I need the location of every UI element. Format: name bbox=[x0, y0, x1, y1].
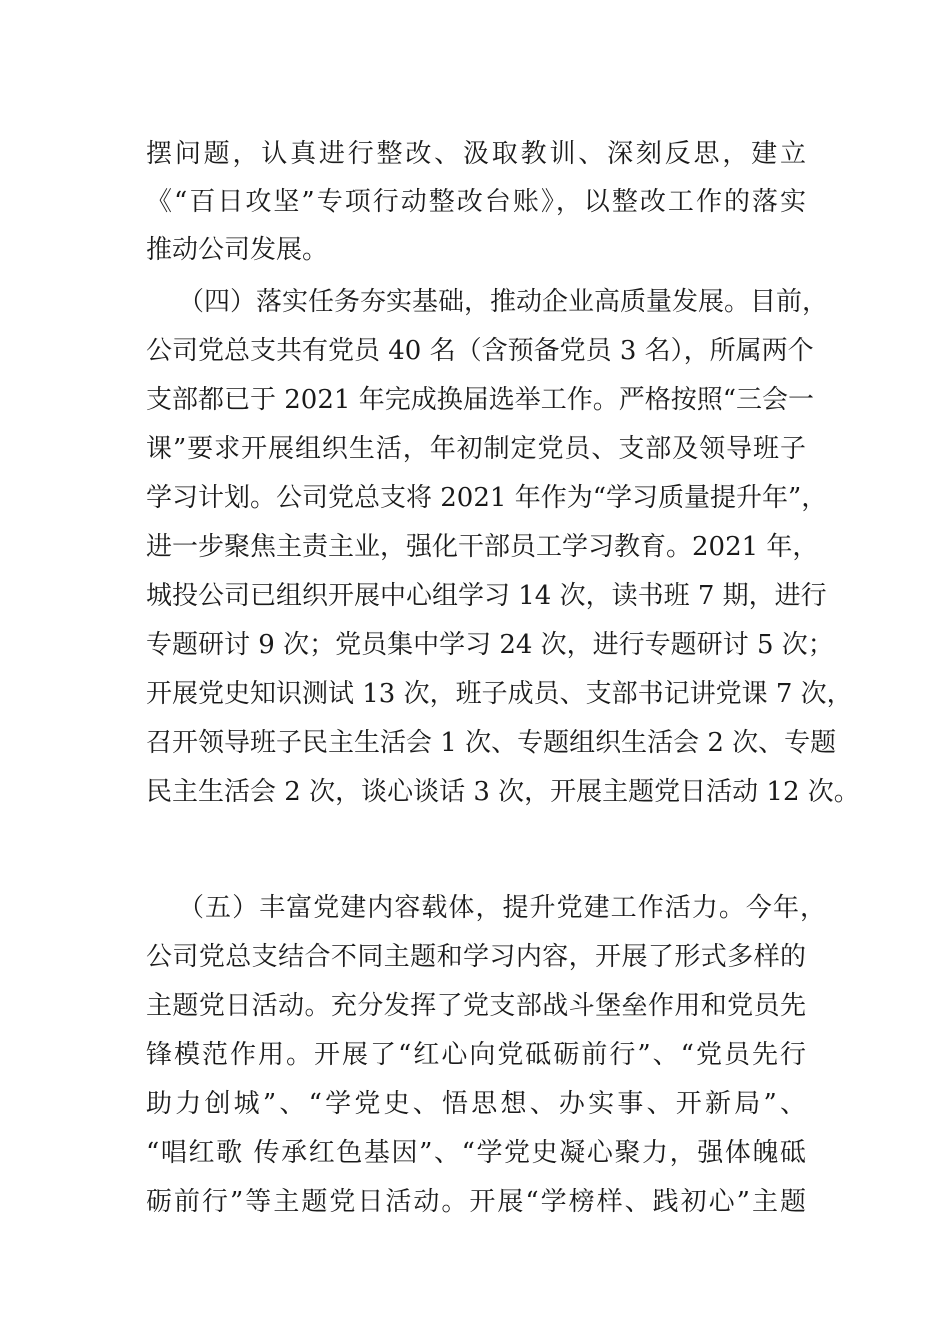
paragraph-line: 支部都已于 2021 年完成换届选举工作。严格按照“三会一 bbox=[146, 385, 814, 415]
paragraph-line: “唱红歌 传承红色基因”、“学党史凝心聚力，强体魄砥 bbox=[146, 1138, 806, 1168]
paragraph-line: 公司党总支结合不同主题和学习内容，开展了形式多样的 bbox=[146, 942, 806, 972]
paragraph-line: 开展党史知识测试 13 次，班子成员、支部书记讲党课 7 次， bbox=[146, 679, 853, 709]
paragraph-line: 民主生活会 2 次，谈心谈话 3 次，开展主题党日活动 12 次。 bbox=[146, 777, 860, 807]
paragraph-line: 课”要求开展组织生活，年初制定党员、支部及领导班子 bbox=[146, 434, 806, 464]
paragraph-line: 锋模范作用。开展了“红心向党砥砺前行”、“党员先行 bbox=[146, 1040, 806, 1070]
paragraph-line: 助力创城”、“学党史、悟思想、办实事、开新局”、 bbox=[146, 1089, 806, 1119]
paragraph-line: 摆问题，认真进行整改、汲取教训、深刻反思，建立 bbox=[146, 139, 806, 169]
paragraph-line: （四）落实任务夯实基础，推动企业高质量发展。目前， bbox=[178, 287, 829, 317]
paragraph-line: 召开领导班子民主生活会 1 次、专题组织生活会 2 次、专题 bbox=[146, 728, 837, 758]
paragraph-line: 专题研讨 9 次；党员集中学习 24 次，进行专题研讨 5 次； bbox=[146, 630, 834, 660]
paragraph-line: 城投公司已组织开展中心组学习 14 次，读书班 7 期，进行 bbox=[146, 581, 827, 611]
paragraph-line: 进一步聚焦主责主业，强化干部员工学习教育。2021 年， bbox=[146, 532, 819, 562]
paragraph-line: 公司党总支共有党员 40 名（含预备党员 3 名），所属两个 bbox=[146, 336, 814, 366]
paragraph-line: 砺前行”等主题党日活动。开展“学榜样、践初心”主题 bbox=[146, 1187, 806, 1217]
paragraph-line: 主题党日活动。充分发挥了党支部战斗堡垒作用和党员先 bbox=[146, 991, 806, 1021]
paragraph-line: 《“百日攻坚”专项行动整改台账》，以整改工作的落实 bbox=[146, 187, 806, 217]
paragraph-line: 推动公司发展。 bbox=[146, 235, 329, 265]
paragraph-line: （五）丰富党建内容载体，提升党建工作活力。今年， bbox=[178, 893, 826, 923]
paragraph-line: 学习计划。公司党总支将 2021 年作为“学习质量提升年”， bbox=[146, 483, 828, 513]
